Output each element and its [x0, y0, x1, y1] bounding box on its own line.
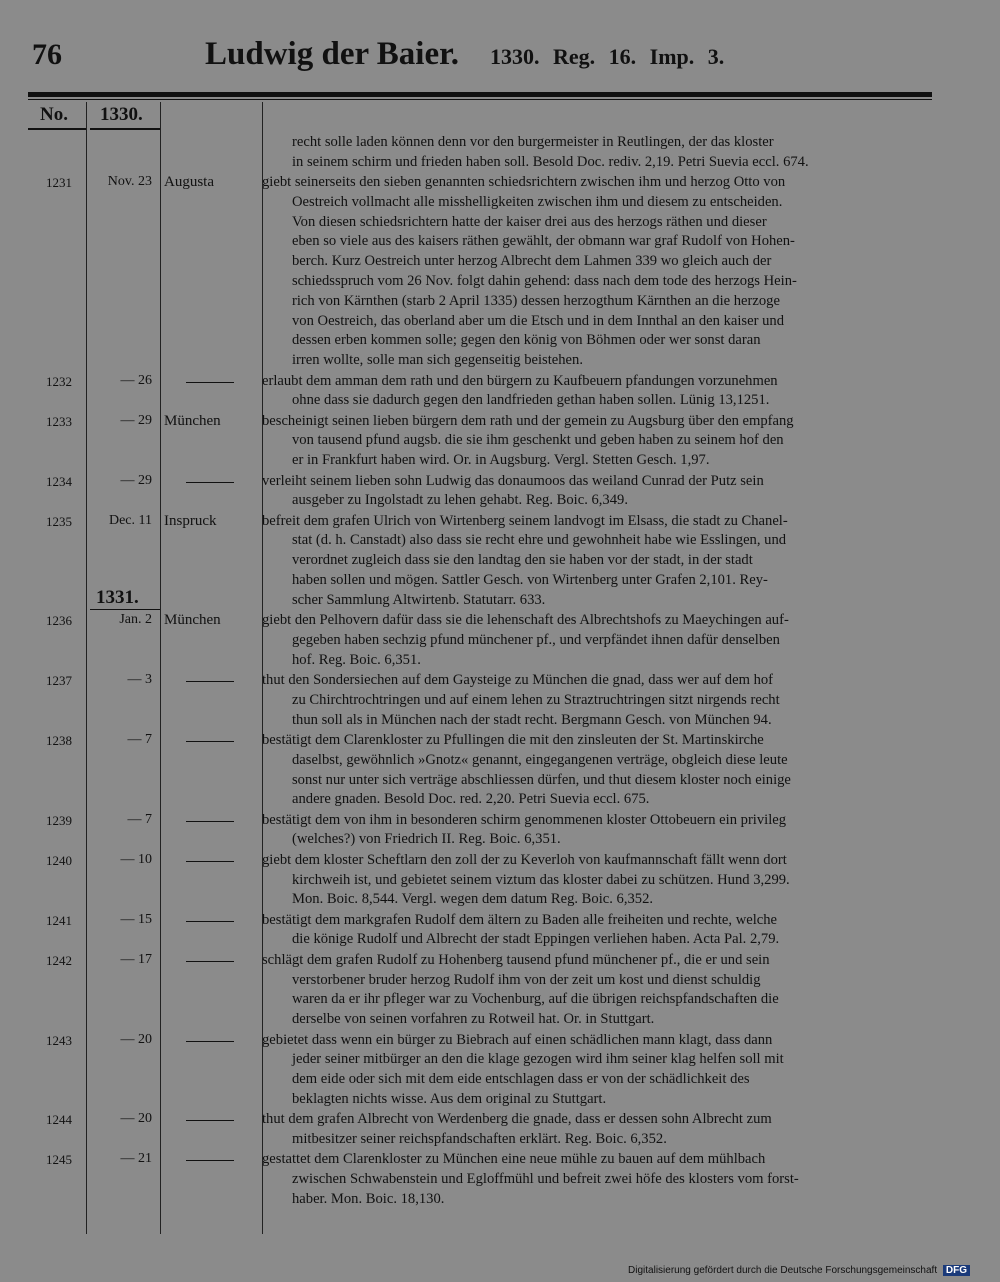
entry-text-line: recht solle laden können denn vor den burgermeister in Reutlingen, der das kloster [292, 134, 774, 150]
entry-text-line: von tausend pfund augsb. die sie ihm geschenkt und geben haben zu seinem hof den [292, 432, 784, 449]
entry-number: 1242 [46, 952, 72, 968]
dfg-logo-icon: DFG [943, 1265, 970, 1276]
entry-text-line: andere gnaden. Besold Doc. red. 2,20. Petri Suevia eccl. 675. [292, 791, 650, 808]
entry-text [262, 811, 930, 851]
entry-text-line: Oestreich vollmacht alle misshelligkeiten zwischen ihm und diesem zu entscheiden. [292, 193, 783, 210]
entry-text-line: ausgeber zu Ingolstadt zu lehen gehabt. Reg. Boic. 6,349. [292, 492, 628, 509]
entry-text-line: von Oestreich, das oberland aber um die Etsch und in dem Innthal an den kaiser und [292, 312, 784, 329]
entry-text-line: beklagten nichts wisse. Aus dem original zu Stuttgart. [292, 1090, 607, 1107]
entry-number: 1235 [46, 513, 72, 529]
entry-place-dash [186, 382, 234, 383]
entry-text [262, 372, 930, 412]
footer-credit [628, 1265, 970, 1276]
entry-text-line: stat (d. h. Canstadt) also dass sie recht ehre und gewohnheit habe wie Esslingen, und [292, 532, 787, 549]
column-header-year: 1330. [100, 104, 143, 125]
entry-place-dash [186, 821, 234, 822]
entry-number: 1231 [46, 175, 72, 191]
page-title: Ludwig der Baier. [205, 36, 459, 72]
entry-number: 1245 [46, 1152, 72, 1168]
entry-place-dash [186, 482, 234, 483]
entry-date: — 10 [120, 851, 152, 867]
entry-place-dash [186, 921, 234, 922]
entry-text-line: hof. Reg. Boic. 6,351. [292, 651, 421, 668]
entry-text-line: eben so viele aus des kaisers räthen gewählt, der obmann war graf Rudolf von Hohen- [292, 233, 795, 250]
year-marker-underline [90, 609, 160, 610]
entry-text [262, 472, 930, 512]
entry-text-line: kirchweih ist, und gebietet seinem viztum das kloster dabei zu schützen. Hund 3,299. [292, 871, 790, 888]
entry-number: 1234 [46, 473, 72, 489]
entry-text [262, 412, 930, 471]
entry-place-dash [186, 1041, 234, 1042]
entry-text-line: erlaubt dem amman dem rath und den bürgern zu Kaufbeuern pfandungen vorzunehmen [262, 372, 778, 389]
entry-number: 1244 [46, 1112, 72, 1128]
entry-date: — 29 [120, 412, 152, 428]
entry-text-line: irren wollte, solle man sich gegenseitig beistehen. [292, 352, 583, 369]
entry-number: 1236 [46, 613, 72, 629]
entry-number: 1239 [46, 812, 72, 828]
entry-text-line: derselbe von seinen vorfahren zu Rotweil hat. Or. in Stuttgart. [292, 1011, 655, 1028]
entry-text [262, 731, 930, 810]
footer-text: Digitalisierung gefördert durch die Deutsche Forschungsgemeinschaft [628, 1265, 938, 1276]
entry-text-line: verordnet zugleich dass sie den landtag den sie haben vor der stadt, in der stadt [292, 552, 753, 569]
entry-date: Dec. 11 [108, 512, 152, 528]
entry-text-line: jeder seiner mitbürger an den die klage gezogen wird ihm seiner klag helfen soll mit [292, 1051, 784, 1068]
page-number: 76 [32, 38, 62, 71]
entry-text-line: verleiht seinem lieben sohn Ludwig das donaumoos das weiland Cunrad der Putz sein [262, 472, 764, 489]
entry-text [262, 1150, 930, 1209]
entry-text-line: ohne dass sie dadurch gegen den landfrieden gethan haben sollen. Lünig 13,1251. [292, 392, 770, 409]
entry-text-line: schlägt dem grafen Rudolf zu Hohenberg tausend pfund münchener pf., die er und sein [262, 951, 770, 968]
entry-date: Nov. 23 [107, 174, 152, 190]
entry-text [262, 173, 930, 371]
entry-text-line: mitbesitzer seiner reichspfandschaften erklärt. Reg. Boic. 6,352. [292, 1130, 667, 1147]
entry-number: 1238 [46, 733, 72, 748]
entry-place: Augusta [164, 174, 214, 191]
column-divider-1 [86, 102, 87, 1234]
entry-text-line: in seinem schirm und frieden haben soll. Besold Doc. rediv. 2,19. Petri Suevia eccl. 674. [292, 153, 809, 170]
entry-place-dash [186, 961, 234, 962]
entry-date: Jan. 2 [119, 612, 152, 628]
entry-text-line: befreit dem grafen Ulrich von Wirtenberg seinem landvogt im Elsass, die stadt zu Chanel- [262, 512, 788, 529]
entry-text [262, 611, 930, 670]
entry-number: 1241 [46, 912, 72, 928]
entry-text [262, 512, 930, 611]
entry-text-line: haben sollen und mögen. Sattler Gesch. von Wirtenberg unter Grafen 2,101. Rey- [292, 572, 768, 589]
entry-place-dash [186, 1120, 234, 1121]
entry-text-line: bescheinigt seinen lieben bürgern dem rath und der gemein zu Augsburg über den empfang [262, 412, 794, 429]
entry-text-line: bestätigt dem markgrafen Rudolf dem ältern zu Baden alle freiheiten und rechte, welche [262, 911, 778, 928]
entry-text [262, 671, 930, 730]
entry-number: 1240 [46, 852, 72, 868]
entry-text-line: gegeben haben sechzig pfund münchener pf., und verpfändet ihnen dafür denselben [292, 631, 780, 648]
header-rule-thin [28, 99, 932, 100]
entry-text-line: Mon. Boic. 8,544. Vergl. wegen dem datum Reg. Boic. 6,352. [292, 891, 654, 908]
column-header-no: No. [40, 104, 68, 125]
entry-date: — 7 [127, 732, 152, 747]
entry-place-dash [186, 681, 234, 682]
entry-text [262, 911, 930, 951]
entry-text-line: haber. Mon. Boic. 18,130. [292, 1190, 445, 1207]
entry-text-line: er in Frankfurt haben wird. Or. in Augsburg. Vergl. Stetten Gesch. 1,97. [292, 452, 710, 469]
entry-number: 1233 [46, 413, 72, 429]
entry-date: — 15 [120, 911, 152, 927]
entry-place: München [164, 412, 221, 429]
entry-text-line: die könige Rudolf und Albrecht der stadt Eppingen verliehen haben. Acta Pal. 2,79. [292, 931, 780, 948]
entry-number: 1232 [46, 373, 72, 389]
entry-date: — 3 [127, 672, 152, 688]
entry-text-line: thun soll als in München nach der stadt recht. Bergmann Gesch. von München 94. [292, 711, 772, 728]
entry-text-line: gebietet dass wenn ein bürger zu Biebrach auf einen schädlichen mann klagt, dass dann [262, 1031, 773, 1048]
entry-text-line: dem eide oder sich mit dem eide entschlagen dass er von der schädlichkeit des [292, 1071, 750, 1088]
entry-text-line: Von diesen schiedsrichtern hatte der kaiser drei aus des herzogs räthen und dieser [292, 213, 767, 230]
entry-text [262, 851, 930, 910]
entry-text-line: thut den Sondersiechen auf dem Gaysteige zu München die gnad, dass wer auf dem hof [262, 672, 774, 689]
entry-text-line: giebt dem kloster Scheftlarn den zoll der zu Keverloh von kaufmannschaft fällt wenn dort [262, 851, 787, 868]
entry-text-line: zwischen Schwabenstein und Egloffmühl und befreit zwei höfe des klosters vom forst- [292, 1171, 799, 1188]
column-header-underline-no [28, 128, 86, 130]
entry-date: — 29 [120, 472, 152, 488]
entry-text [262, 133, 930, 173]
column-divider-2 [160, 102, 161, 1234]
entry-text-line: scher Sammlung Altwirtenb. Statutarr. 633. [292, 591, 546, 608]
entry-date: — 20 [120, 1111, 152, 1127]
entry-place-dash [186, 741, 234, 742]
page-meta: 1330. Reg. 16. Imp. 3. [490, 44, 725, 69]
entry-number: 1237 [46, 673, 72, 689]
entry-place-dash [186, 861, 234, 862]
entry-number: 1243 [46, 1032, 72, 1048]
entry-text-line: bestätigt dem von ihm in besonderen schirm genommenen kloster Ottobeuern ein privileg [262, 811, 787, 828]
entry-date: — 17 [120, 951, 152, 967]
entry-place-dash [186, 1160, 234, 1161]
entry-text-line: berch. Kurz Oestreich unter herzog Albrecht dem Lahmen 339 wo gleich auch der [292, 253, 772, 270]
column-header-underline-year [90, 128, 160, 130]
entry-date: — 26 [120, 372, 152, 388]
entry-text [262, 951, 930, 1030]
entry-text-line: sonst nur unter sich verträge abschliessen dürfen, und thut diesem kloster noch einige [292, 771, 791, 788]
entry-date: — 20 [120, 1031, 152, 1047]
entry-date: — 21 [120, 1151, 152, 1167]
entry-text [262, 1110, 930, 1150]
entry-text-line: gestattet dem Clarenkloster zu München eine neue mühle zu bauen auf dem mühlbach [262, 1151, 766, 1168]
entry-text-line: giebt den Pelhovern dafür dass sie die lehenschaft des Albrechtshofs zu Maeychingen auf- [262, 612, 789, 629]
entry-text-line: waren da er ihr pfleger war zu Vochenburg, auf die übrigen reichspfandschaften die [292, 991, 779, 1008]
entry-text-line: schiedsspruch vom 26 Nov. folgt dahin gehend: dass nach dem tode des herzogs Hein- [292, 273, 797, 290]
year-marker: 1331. [96, 587, 139, 609]
entry-text-line: giebt seinerseits den sieben genannten schiedsrichtern zwischen ihm und herzog Otto von [262, 174, 786, 191]
header-rule-thick [28, 92, 932, 97]
entry-text-line: dessen erben kommen solle; gegen den könig von Böhmen oder wer sonst daran [292, 332, 761, 349]
entry-text-line: bestätigt dem Clarenkloster zu Pfullingen die mit den zinsleuten der St. Martinskirche [262, 732, 764, 748]
entry-text-line: daselbst, gewöhnlich »Gnotz« genannt, eingegangenen verträge, obgleich diese leute [292, 751, 788, 768]
entry-date: — 7 [127, 811, 152, 827]
entry-place: Inspruck [164, 512, 217, 529]
entry-text-line: (welches?) von Friedrich II. Reg. Boic. 6,351. [292, 831, 561, 848]
entry-text-line: zu Chirchtrochtringen und auf einem lehen zu Straztruchtringen sitzt nirgends recht [292, 691, 780, 708]
page-header [0, 0, 1000, 92]
entry-text [262, 1031, 930, 1110]
entry-text-line: thut dem grafen Albrecht von Werdenberg die gnade, dass er dessen sohn Albrecht zum [262, 1111, 772, 1128]
entry-text-line: verstorbener bruder herzog Rudolf ihm von der zeit um kost und dienst schuldig [292, 971, 761, 988]
entry-place: München [164, 612, 221, 629]
entry-text-line: rich von Kärnthen (starb 2 April 1335) dessen herzogthum Kärnthen an die herzoge [292, 292, 780, 309]
